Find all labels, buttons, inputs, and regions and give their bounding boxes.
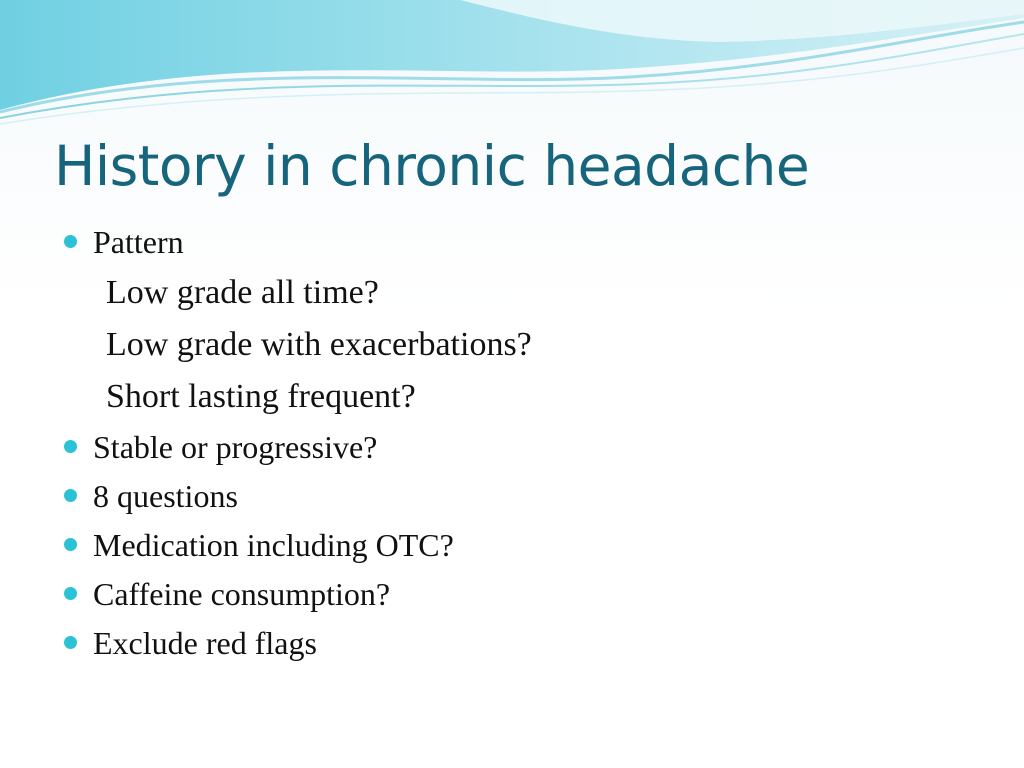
bullet-list xyxy=(62,218,982,668)
bullet-dot-icon xyxy=(64,489,77,502)
slide-title: History in chronic headache xyxy=(54,134,810,198)
bullet-item xyxy=(62,619,982,668)
sub-item xyxy=(62,371,982,423)
decorative-wave-header xyxy=(0,0,1024,130)
bullet-text: 8 questions xyxy=(93,478,238,514)
bullet-dot-icon xyxy=(64,440,77,453)
sub-item-text: Short lasting frequent? xyxy=(106,378,416,415)
bullet-text: Exclude red flags xyxy=(93,625,317,661)
sub-item xyxy=(62,267,982,319)
bullet-item xyxy=(62,472,982,521)
bullet-dot-icon xyxy=(64,587,77,600)
bullet-text: Medication including OTC? xyxy=(93,527,454,563)
sub-item xyxy=(62,319,982,371)
bullet-dot-icon xyxy=(64,538,77,551)
bullet-item xyxy=(62,218,982,267)
bullet-item xyxy=(62,521,982,570)
bullet-dot-icon xyxy=(64,235,77,248)
bullet-text: Caffeine consumption? xyxy=(93,576,391,612)
bullet-item xyxy=(62,423,982,472)
sub-item-text: Low grade with exacerbations? xyxy=(106,326,532,363)
bullet-dot-icon xyxy=(64,636,77,649)
sub-item-text: Low grade all time? xyxy=(106,274,379,311)
bullet-text: Stable or progressive? xyxy=(93,429,378,465)
bullet-item xyxy=(62,570,982,619)
bullet-text: Pattern xyxy=(93,224,184,260)
